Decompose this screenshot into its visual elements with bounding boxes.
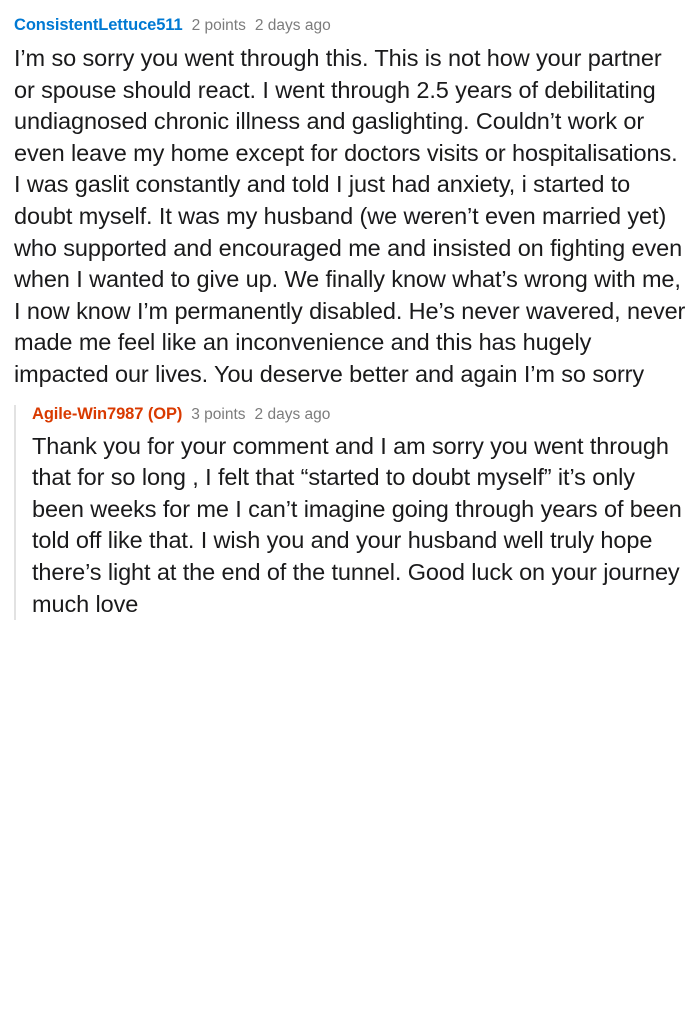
- comment-body: I’m so sorry you went through this. This is not how your partner or spouse should react. I went through 2.5 years of debilitating undiagnosed chronic illness and gaslighting. Couldn’t work or even leave my home except for doctors visits or hospitalisations. I was gaslit constantly and told I just had anxiety, i started to doubt myself. It was my husband (we weren’t even married yet) who supported and encouraged me and insisted on fighting even when I wanted to give up. We finally know what’s wrong with me, I now know I’m permanently disabled. He’s never wavered, never made me feel like an inconvenience and this has hugely impacted our lives. You deserve better and again I’m so sorry: [14, 45, 686, 387]
- comment-header: [14, 16, 686, 35]
- reply-score: 3 points: [191, 405, 246, 423]
- comment-author-link[interactable]: ConsistentLettuce511: [14, 16, 183, 34]
- comment-top: [14, 16, 686, 391]
- reply-timestamp: 2 days ago: [254, 405, 331, 423]
- reply-header: [32, 405, 686, 424]
- comment-score: 2 points: [191, 17, 246, 34]
- comment-reply: [14, 405, 686, 621]
- reply-author-link[interactable]: Agile-Win7987 (OP): [32, 404, 183, 423]
- comment-timestamp: 2 days ago: [254, 17, 331, 34]
- reply-body: Thank you for your comment and I am sorry you went through that for so long , I felt that “started to doubt myself” it’s only been weeks for me I can’t imagine going through years of been told off like that. I wish you and your husband well truly hope there’s light at the end of the tunnel. Good luck on your journey much love: [32, 432, 682, 617]
